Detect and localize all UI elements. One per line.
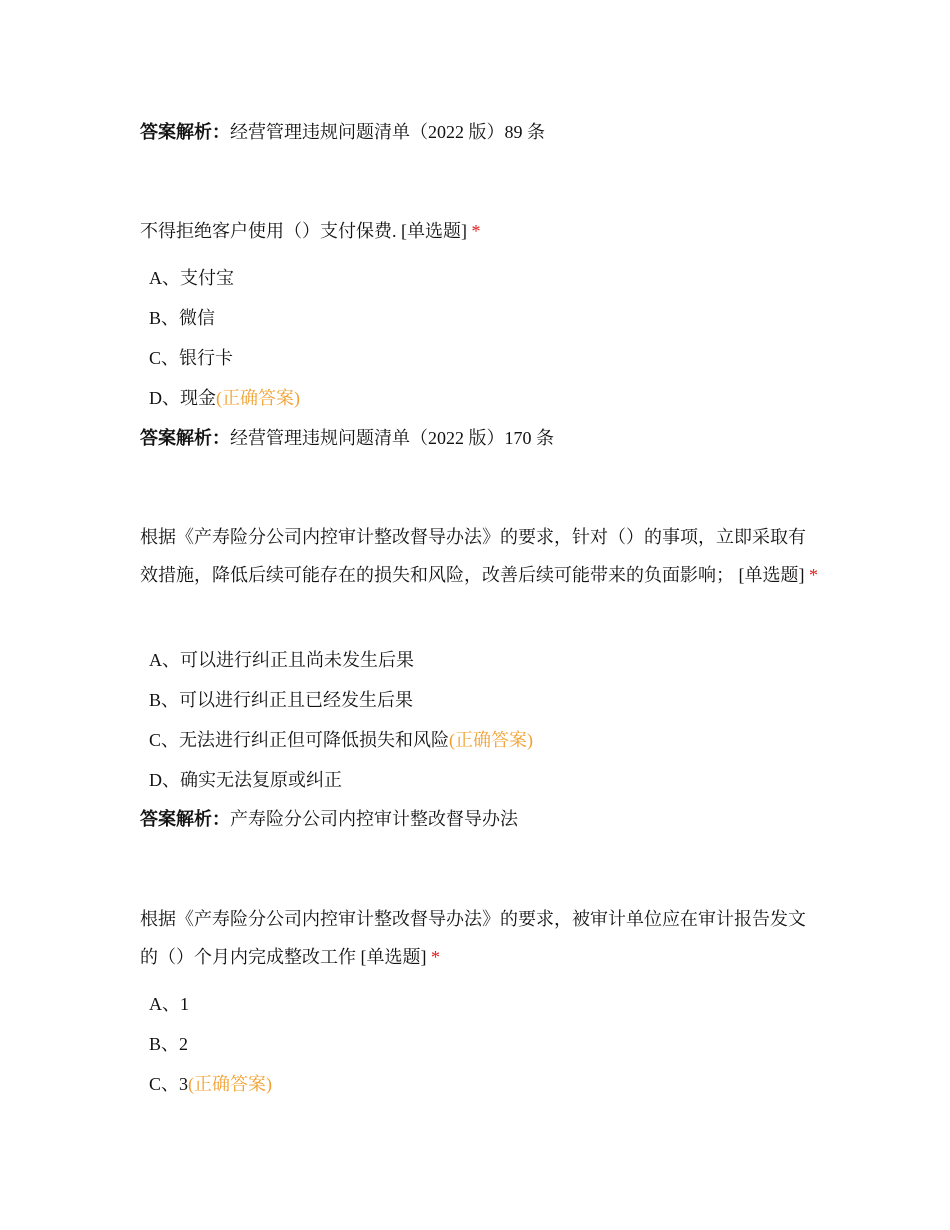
option-item: [140, 305, 215, 331]
option-text: B、2: [149, 1034, 189, 1054]
answer-analysis: [140, 806, 518, 832]
option-text: C、3: [149, 1074, 189, 1094]
option-text: D、确实无法复原或纠正: [149, 770, 342, 790]
required-mark: *: [471, 221, 481, 241]
option-text: B、微信: [149, 308, 216, 328]
question-stem: 不得拒绝客户使用（）支付保费. [单选题]: [140, 221, 467, 241]
option-text: D、现金: [149, 388, 216, 408]
option-text: A、支付宝: [149, 268, 234, 288]
answer-analysis-label: 答案解析：: [140, 122, 230, 142]
correct-answer-marker: (正确答案): [188, 1074, 273, 1094]
option-text: A、可以进行纠正且尚未发生后果: [149, 650, 414, 670]
option-text: C、无法进行纠正但可降低损失和风险: [149, 730, 450, 750]
option-item: [140, 767, 342, 793]
option-item: [140, 1071, 272, 1097]
option-text: B、可以进行纠正且已经发生后果: [149, 690, 414, 710]
option-item: [140, 385, 300, 411]
answer-analysis-text: 经营管理违规问题清单（2022 版）89 条: [230, 122, 545, 142]
answer-analysis-text: 经营管理违规问题清单（2022 版）170 条: [230, 428, 554, 448]
required-mark: *: [431, 947, 440, 967]
option-item: [140, 1031, 188, 1057]
question-text: [140, 900, 820, 976]
option-item: [140, 687, 413, 713]
answer-analysis-label: 答案解析：: [140, 428, 230, 448]
option-item: [140, 727, 533, 753]
answer-analysis-label: 答案解析：: [140, 809, 230, 829]
question-text: [140, 212, 481, 250]
option-item: [140, 345, 233, 371]
correct-answer-marker: (正确答案): [216, 388, 300, 408]
option-item: [140, 991, 189, 1017]
answer-analysis: [140, 425, 554, 451]
answer-analysis: [140, 119, 545, 145]
required-mark: *: [809, 565, 818, 585]
answer-analysis-text: 产寿险分公司内控审计整改督导办法: [230, 809, 518, 829]
option-item: [140, 647, 414, 673]
option-text: C、银行卡: [149, 348, 234, 368]
option-text: A、1: [149, 994, 189, 1014]
question-stem: 根据《产寿险分公司内控审计整改督导办法》的要求，针对（）的事项，立即采取有效措施，降低后续可能存在的损失和风险，改善后续可能带来的负面影响； [单选题]: [140, 527, 806, 585]
correct-answer-marker: (正确答案): [449, 730, 534, 750]
option-item: [140, 265, 234, 291]
question-stem: 根据《产寿险分公司内控审计整改督导办法》的要求，被审计单位应在审计报告发文的（）个月内完成整改工作 [单选题]: [140, 909, 806, 967]
question-text: [140, 518, 820, 594]
